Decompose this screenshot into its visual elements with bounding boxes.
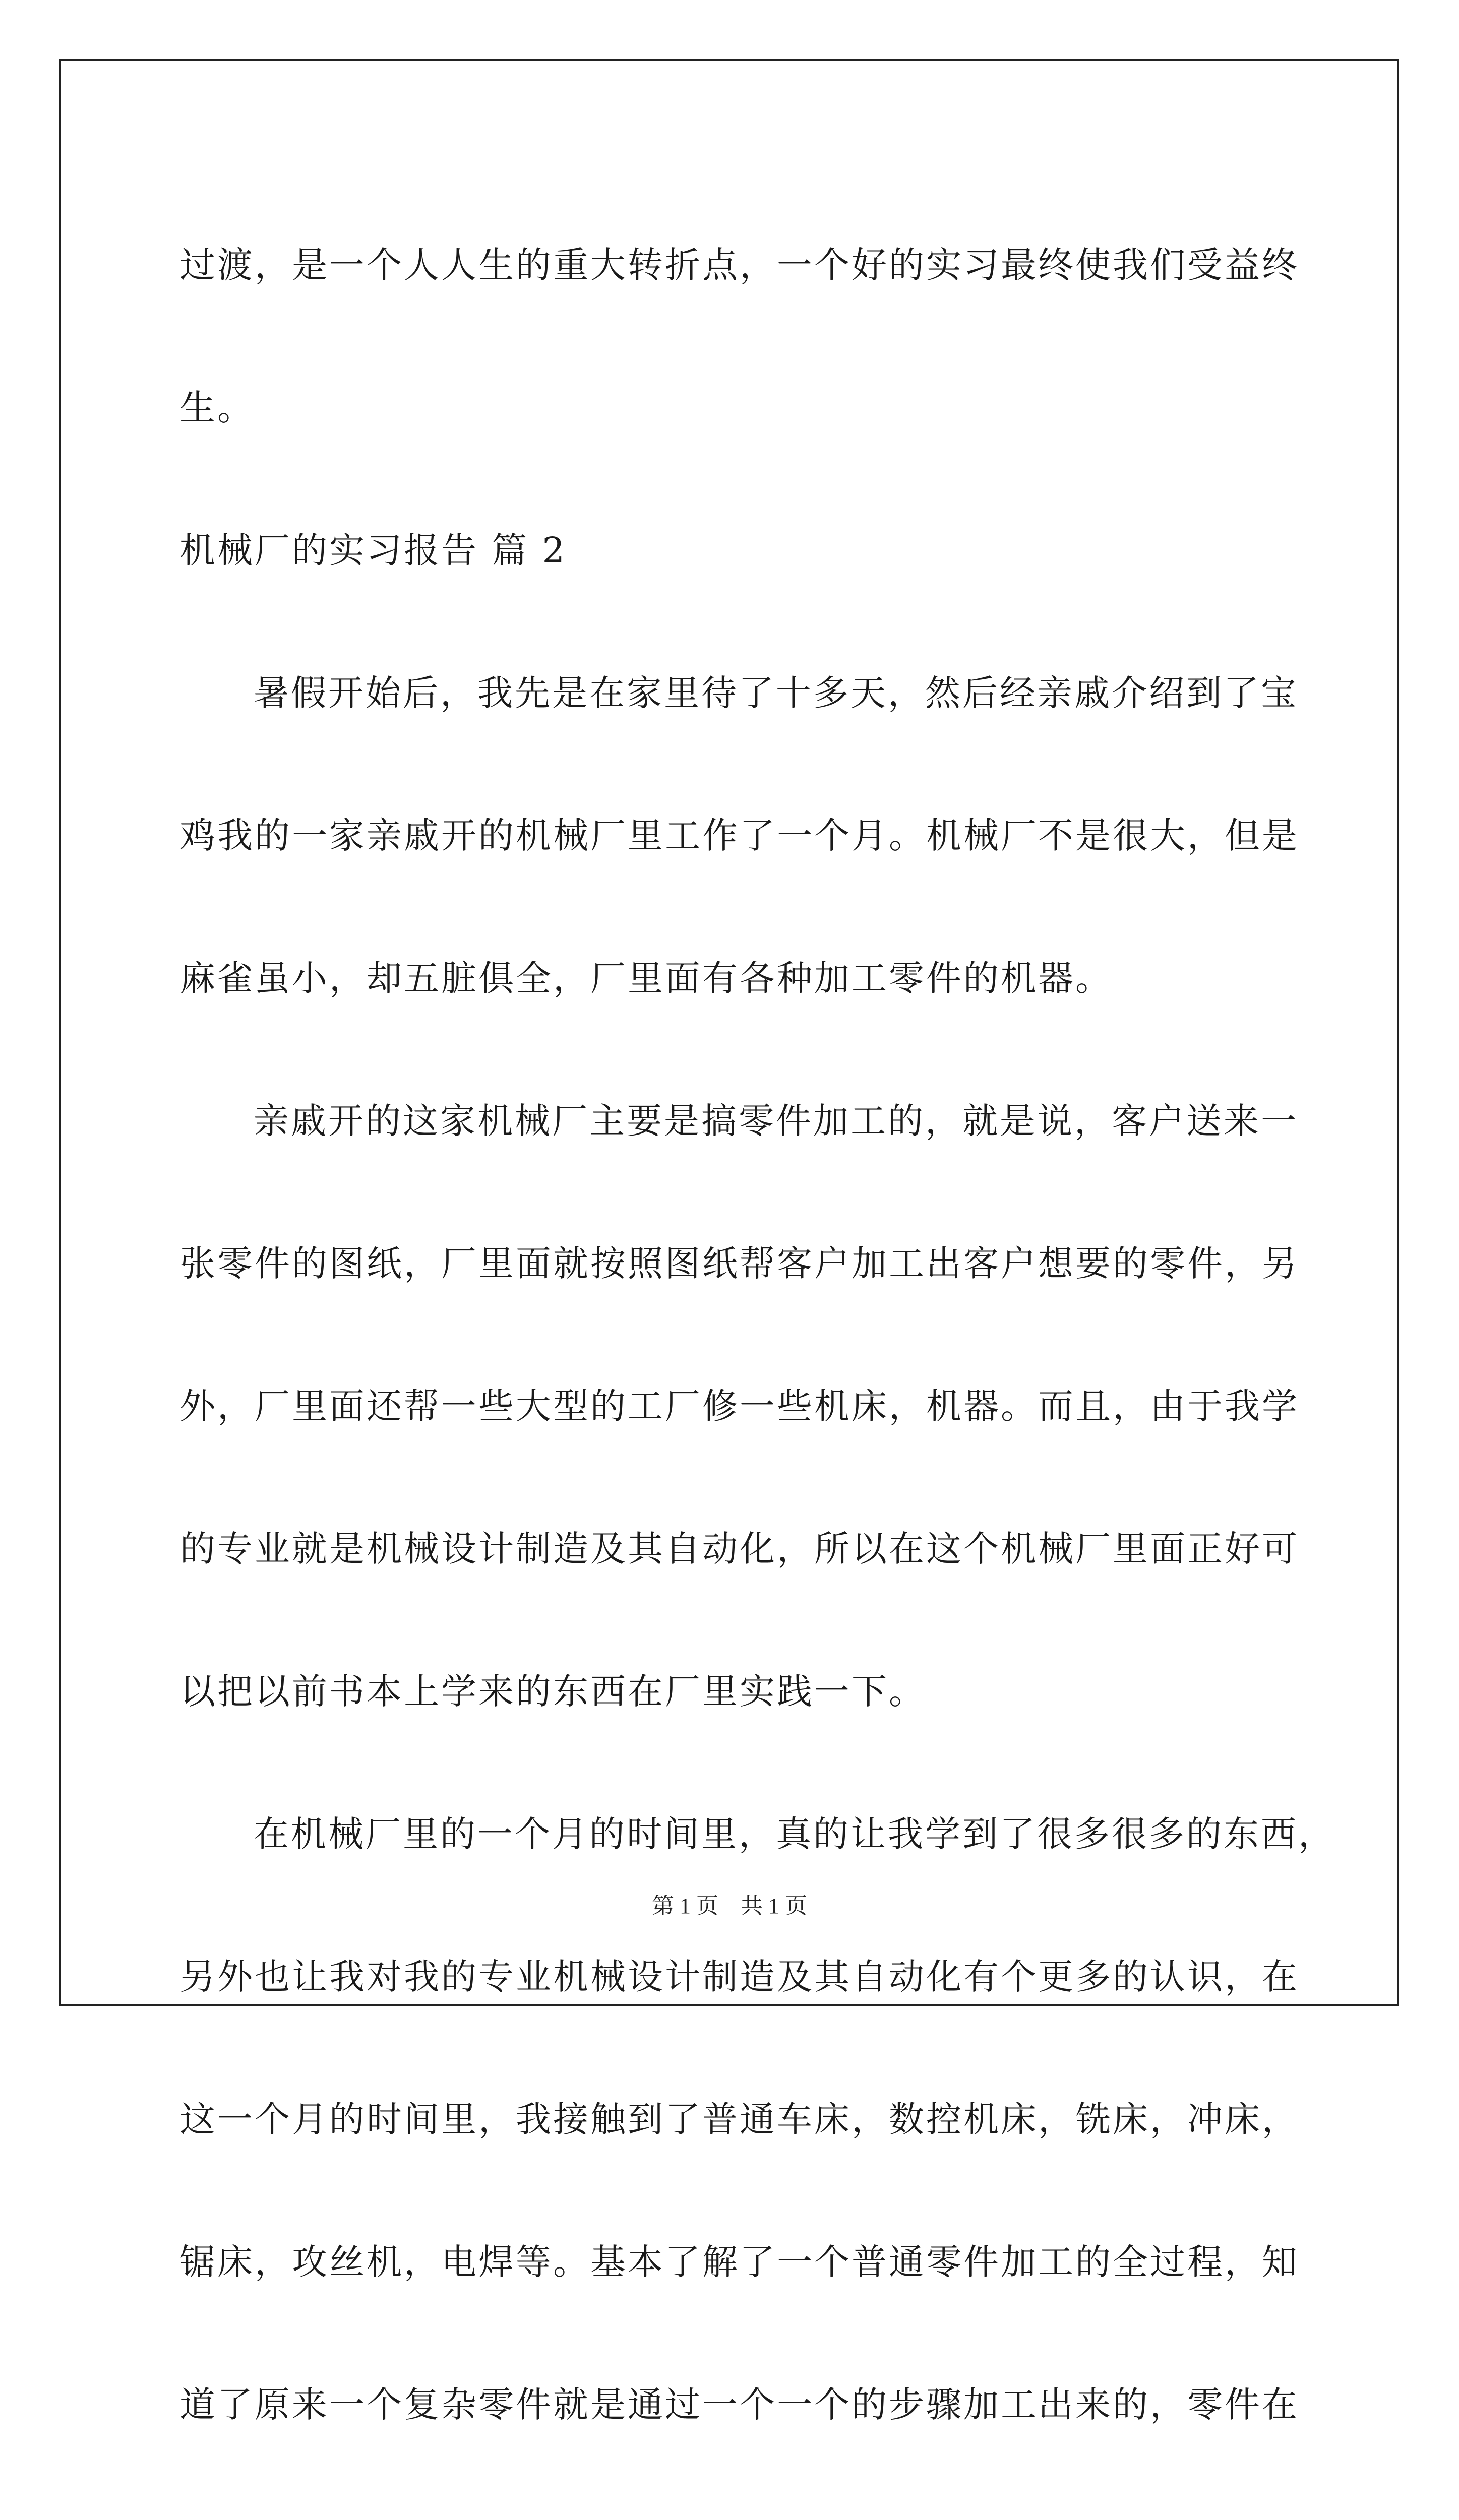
text-line: 麻雀虽小，却五脏俱全，厂里面有各种加工零件的机器。 bbox=[180, 958, 1113, 999]
text-line: 这一个月的时间里，我接触到了普通车床，数控机床，铣床，冲床， bbox=[180, 2099, 1299, 2140]
text-line: 道了原来一个复杂零件就是通过一个一个的步骤加工出来的，零件在 bbox=[180, 2384, 1299, 2425]
text-line: 鸡我的一家亲戚开的机械厂里工作了一个月。机械厂不是很大，但是 bbox=[180, 815, 1299, 856]
text-line: 外，厂里面还帮一些大型的工厂修一些机床，机器。而且，由于我学 bbox=[180, 1385, 1299, 1427]
text-line: 暑假开始后，我先是在家里待了十多天，然后经亲戚介绍到了宝 bbox=[254, 672, 1298, 714]
page-footer: 第 1 页 共 1 页 bbox=[652, 1894, 807, 1918]
text-line: 亲戚开的这家机械厂主要是搞零件加工的，就是说，客户送来一 bbox=[254, 1100, 1298, 1142]
text-line: 张零件的图纸，厂里面就按照图纸帮客户加工出客户想要的零件，另 bbox=[180, 1243, 1299, 1284]
text-line: 另外也让我对我的专业机械设计制造及其自动化有个更多的认识，在 bbox=[180, 1956, 1299, 1997]
text-line: 过渡，是一个人人生的重大转折点，一个好的实习最终使我们受益终 bbox=[180, 244, 1299, 286]
text-line: 生。 bbox=[180, 387, 255, 428]
document-body bbox=[180, 194, 1335, 2520]
text-line: 在机械厂里的一个月的时间里，真的让我学到了很多很多的东西， bbox=[254, 1813, 1335, 1855]
section-heading: 机械厂的实习报告 篇 2 bbox=[180, 530, 567, 571]
text-line: 以把以前书本上学来的东西在厂里实践一下。 bbox=[180, 1671, 926, 1712]
text-line bbox=[180, 2476, 1284, 2520]
text-line: 的专业就是机械设计制造及其自动化，所以在这个机械厂里面正好可 bbox=[180, 1528, 1299, 1569]
text-line: 锯床，攻丝机，电焊等。基本了解了一个普通零件加工的全过程，知 bbox=[180, 2241, 1299, 2283]
